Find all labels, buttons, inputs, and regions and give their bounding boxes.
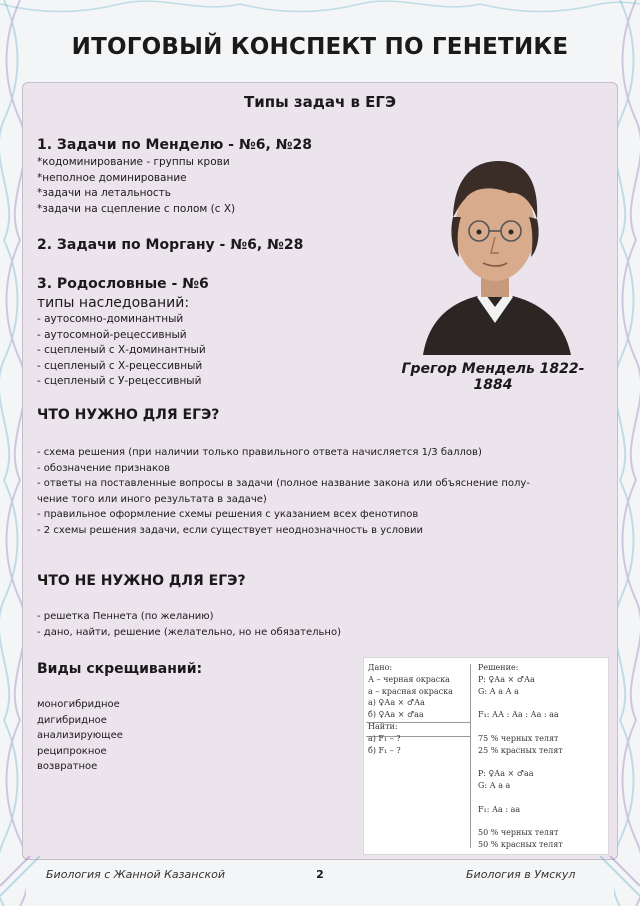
- list-item: дигибридное: [37, 714, 107, 726]
- example-line: б) F₁ – ?: [368, 745, 401, 755]
- example-solution-column: [478, 662, 563, 851]
- inheritance-types-label: типы наследований:: [37, 295, 190, 311]
- pedigree-heading: 3. Родословные - №6: [37, 276, 209, 292]
- list-item: - ответы на поставленные вопросы в задачи (полное название закона или объяснение полу-: [37, 478, 530, 489]
- page-title: ИТОГОВЫЙ КОНСПЕКТ ПО ГЕНЕТИКЕ: [71, 34, 569, 60]
- list-item: - дано, найти, решение (желательно, но не обязательно): [37, 626, 341, 638]
- portrait-caption: Грегор Мендель 1822-1884: [401, 361, 585, 393]
- cross-types-list: [37, 697, 123, 775]
- list-item: анализирующее: [37, 730, 123, 741]
- example-line: P: ♀Аа × ♂аа: [478, 769, 534, 779]
- list-item: - аутосомной-рецессивный: [37, 328, 187, 341]
- list-item: - сцепленый с Х-доминантный: [37, 344, 206, 356]
- example-line: 75 % черных телят: [478, 733, 559, 743]
- example-line: [478, 792, 563, 804]
- example-line: G: А а а: [478, 780, 511, 790]
- example-line: 50 % черных телят: [478, 828, 559, 838]
- dna-border-top: [0, 0, 640, 14]
- footer-right: Биология в Умскул: [466, 868, 576, 881]
- example-line: G: А а А а: [478, 686, 519, 696]
- example-line: 25 % красных телят: [478, 745, 563, 755]
- section-subtitle: Типы задач в ЕГЭ: [243, 93, 396, 111]
- example-line: [478, 815, 563, 827]
- inheritance-types-list: [37, 312, 206, 390]
- example-solution-image: [363, 657, 609, 855]
- list-item: реципрокное: [37, 745, 107, 757]
- mendel-portrait: [415, 147, 575, 355]
- list-item: - сцепленый с У-рецессивный: [37, 375, 202, 387]
- corner-decoration-left: [0, 856, 40, 896]
- example-line: F₁: Аа : аа: [478, 804, 521, 814]
- required-heading: ЧТО НУЖНО ДЛЯ ЕГЭ?: [37, 407, 220, 423]
- cross-types-heading: Виды скрещиваний:: [37, 661, 203, 677]
- list-item: *неполное доминирование: [37, 171, 187, 184]
- example-line: а) ♀Аа × ♂Аа: [368, 698, 425, 708]
- list-item: *кодоминирование - группы крови: [37, 156, 230, 168]
- list-item: возвратное: [37, 761, 98, 772]
- morgan-tasks-heading: 2. Задачи по Моргану - №6, №28: [37, 237, 304, 253]
- example-line: Найти:: [368, 721, 398, 731]
- example-line: P: ♀Аа × ♂Аа: [478, 674, 535, 684]
- list-item: - аутосомно-доминантный: [37, 313, 184, 325]
- list-item: *задачи на сцепление с полом (с X): [37, 202, 236, 215]
- example-line: [478, 756, 563, 768]
- mendel-tasks-list: [37, 155, 235, 217]
- not-required-list: [37, 609, 341, 640]
- list-item: - правильное оформление схемы решения с указанием всех фенотипов: [37, 509, 419, 520]
- required-list: [37, 445, 530, 538]
- example-line: б) ♀Аа × ♂аа: [368, 710, 424, 720]
- not-required-heading: ЧТО НЕ НУЖНО ДЛЯ ЕГЭ?: [37, 573, 246, 589]
- footer-left: Биология с Жанной Казанской: [46, 868, 226, 881]
- example-given-column: [368, 662, 453, 756]
- list-item: моногибридное: [37, 699, 120, 710]
- example-line: [478, 721, 563, 733]
- page-number: 2: [316, 868, 324, 881]
- example-line: а – красная окраска: [368, 686, 453, 696]
- mendel-tasks-heading: 1. Задачи по Менделю - №6, №28: [37, 137, 312, 153]
- list-item: *задачи на летальность: [37, 187, 171, 199]
- example-line: Решение:: [478, 663, 519, 672]
- list-item: - схема решения (при наличии только правильного ответа начисляется 1/3 баллов): [37, 447, 482, 458]
- list-item: - решетка Пеннета (по желанию): [37, 611, 214, 622]
- list-item: чение того или иного результата в задаче): [37, 493, 267, 505]
- example-line: а) F₁ – ?: [368, 733, 401, 743]
- example-line: 50 % красных телят: [478, 839, 563, 849]
- example-line: Дано:: [368, 663, 393, 672]
- example-line: [478, 697, 563, 709]
- content-panel: [22, 82, 618, 860]
- example-line: F₁: АА : Аа : Аа : аа: [478, 710, 559, 720]
- list-item: - 2 схемы решения задачи, если существует неоднозначность в условии: [37, 524, 424, 536]
- example-line: А – черная окраска: [368, 674, 450, 684]
- list-item: - сцепленый с Х-рецессивный: [37, 359, 203, 372]
- corner-decoration-right: [600, 856, 640, 896]
- list-item: - обозначение признаков: [37, 462, 171, 474]
